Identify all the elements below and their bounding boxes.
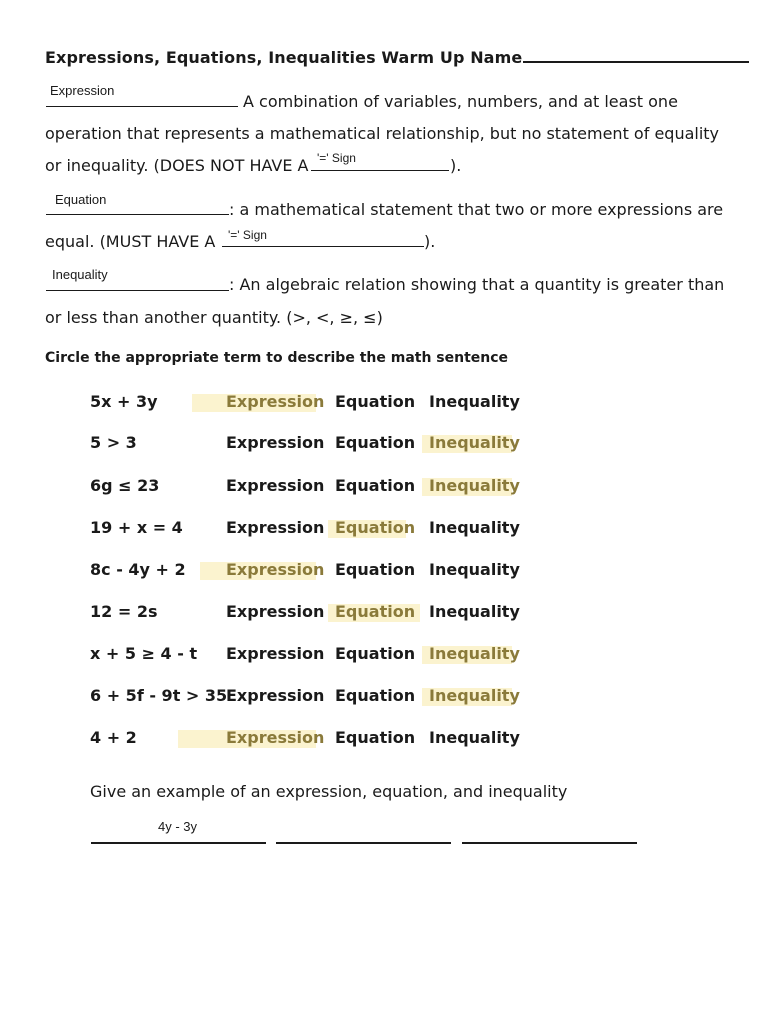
worksheet-title [45, 46, 749, 67]
term-option-inequality[interactable]: Inequality [429, 433, 520, 452]
term-option-equation[interactable]: Equation [335, 602, 416, 621]
expression-def-line3 [45, 156, 308, 175]
expression-example-answer[interactable]: 4y - 3y [158, 819, 198, 834]
equation-def-line2-before: equal. (MUST HAVE A [45, 232, 216, 251]
term-option-equation[interactable]: Equation [335, 560, 416, 579]
math-sentence-row [0, 392, 768, 422]
math-sentence: x + 5 ≥ 4 - t [90, 644, 198, 663]
expression-example-line[interactable] [91, 842, 266, 844]
math-sentence-row [0, 433, 768, 463]
math-sentence-row [0, 518, 768, 548]
term-option-inequality[interactable]: Inequality [429, 392, 520, 411]
math-sentence-row [0, 560, 768, 590]
expression-sign-answer[interactable]: '=' Sign [317, 151, 356, 165]
term-option-expression[interactable]: Expression [226, 686, 325, 705]
expression-blank-line [46, 106, 238, 107]
math-sentence-row [0, 728, 768, 758]
inequality-example-line[interactable] [462, 842, 637, 844]
math-sentence: 4 + 2 [90, 728, 137, 747]
term-option-inequality[interactable]: Inequality [429, 476, 520, 495]
math-sentence: 6 + 5f - 9t > 35 [90, 686, 228, 705]
term-option-equation[interactable]: Equation [335, 686, 416, 705]
term-option-equation[interactable]: Equation [335, 433, 416, 452]
term-option-expression[interactable]: Expression [226, 433, 325, 452]
title-text: Expressions, Equations, Inequalities Warm Up Name [45, 48, 523, 67]
equation-blank-line [46, 214, 229, 215]
math-sentence: 19 + x = 4 [90, 518, 183, 537]
math-sentence: 5 > 3 [90, 433, 137, 452]
term-option-inequality[interactable]: Inequality [429, 518, 520, 537]
equation-example-line[interactable] [276, 842, 451, 844]
equation-def-line1: : a mathematical statement that two or more expressions are [229, 200, 724, 219]
term-option-expression[interactable]: Expression [226, 560, 325, 579]
inequality-def-line1: : An algebraic relation showing that a quantity is greater than [229, 275, 725, 294]
inequality-answer[interactable]: Inequality [52, 267, 108, 282]
expression-def-line3-after: ). [450, 156, 462, 175]
term-option-expression[interactable]: Expression [226, 518, 325, 537]
math-sentence: 12 = 2s [90, 602, 158, 621]
term-option-inequality[interactable]: Inequality [429, 686, 520, 705]
math-sentence-row [0, 476, 768, 506]
equation-sign-blank-line [222, 246, 424, 247]
term-option-expression[interactable]: Expression [226, 602, 325, 621]
math-sentence: 8c - 4y + 2 [90, 560, 186, 579]
term-option-equation[interactable]: Equation [335, 728, 416, 747]
term-option-expression[interactable]: Expression [226, 728, 325, 747]
term-option-equation[interactable]: Equation [335, 392, 416, 411]
term-option-inequality[interactable]: Inequality [429, 602, 520, 621]
equation-def-line2-after: ). [424, 232, 436, 251]
math-sentence-row [0, 602, 768, 632]
equation-answer[interactable]: Equation [55, 192, 107, 207]
term-option-inequality[interactable]: Inequality [429, 644, 520, 663]
math-sentence-row [0, 686, 768, 716]
term-option-inequality[interactable]: Inequality [429, 728, 520, 747]
expression-answer[interactable]: Expression [50, 83, 115, 98]
term-option-inequality[interactable]: Inequality [429, 560, 520, 579]
name-field[interactable] [523, 46, 749, 63]
term-option-equation[interactable]: Equation [335, 518, 416, 537]
math-sentence: 6g ≤ 23 [90, 476, 160, 495]
math-sentence-row [0, 644, 768, 674]
term-option-equation[interactable]: Equation [335, 476, 416, 495]
term-option-equation[interactable]: Equation [335, 644, 416, 663]
expression-def-line1: A combination of variables, numbers, and at least one [243, 92, 678, 111]
circle-instruction: Circle the appropriate term to describe the math sentence [45, 350, 509, 366]
expression-def-line2: operation that represents a mathematical relationship, but no statement of equality [45, 124, 720, 143]
term-option-expression[interactable]: Expression [226, 476, 325, 495]
term-option-expression[interactable]: Expression [226, 392, 325, 411]
inequality-def-line2: or less than another quantity. (>, <, ≥, ≤) [45, 308, 383, 327]
expression-sign-blank-line [311, 170, 449, 171]
math-sentence: 5x + 3y [90, 392, 158, 411]
inequality-blank-line [46, 290, 229, 291]
expression-def-line3-before: or inequality. (DOES NOT HAVE A [45, 156, 309, 175]
term-option-expression[interactable]: Expression [226, 644, 325, 663]
example-prompt: Give an example of an expression, equation, and inequality [90, 782, 568, 801]
equation-sign-answer[interactable]: '=' Sign [228, 228, 267, 242]
